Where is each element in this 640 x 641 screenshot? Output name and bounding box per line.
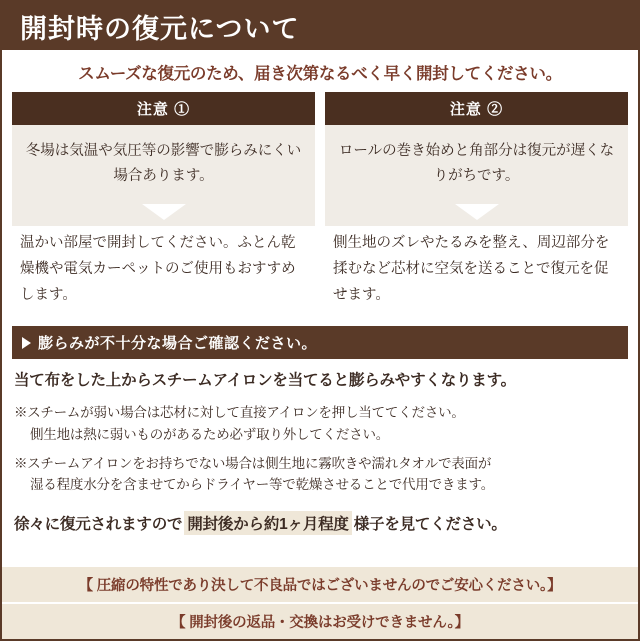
section-bar xyxy=(12,326,628,359)
footer-band-2: 【 開封後の返品・交換はお受けできません。】 xyxy=(2,602,638,639)
down-arrow-icon xyxy=(455,204,499,220)
section-note-1 xyxy=(14,402,626,446)
closing-after: 様子を見てください。 xyxy=(353,516,507,534)
section-note-1-line1: ※スチームが弱い場合は芯材に対して直接アイロンを押し当ててください。 xyxy=(14,404,465,420)
page-title: 開封時の復元について xyxy=(20,13,300,44)
notice-problem-1: 冬場は気温や気圧等の影響で膨らみにくい場合あります。 xyxy=(12,125,315,206)
arrow-container-1 xyxy=(12,206,315,226)
lead-text: スムーズな復元のため、届き次第なるべく早く開封してください。 xyxy=(78,65,562,83)
section-note-2-line2: 湿る程度水分を含ませてからドライヤー等で乾燥させることで代用できます。 xyxy=(30,477,495,493)
closing-line xyxy=(2,507,638,543)
arrow-container-2 xyxy=(325,206,628,226)
header xyxy=(2,2,638,50)
section-note-2 xyxy=(14,453,626,497)
down-arrow-icon xyxy=(142,204,186,220)
notice-heading-2: 注意 ② xyxy=(325,92,628,125)
section-body xyxy=(2,359,638,507)
spacer xyxy=(2,543,638,567)
section-bar-label: 膨らみが不十分な場合ご確認ください。 xyxy=(38,335,318,353)
section-note-2-line1: ※スチームアイロンをお持ちでない場合は側生地に霧吹きや濡れタオルで表面が xyxy=(14,455,492,471)
footer-band-1: 【 圧縮の特性であり決して不良品ではございませんのでご安心ください。】 xyxy=(2,567,638,602)
notice-problem-2: ロールの巻き始めと角部分は復元が遅くなりがちです。 xyxy=(325,125,628,206)
notice-heading-1: 注意 ① xyxy=(12,92,315,125)
closing-before: 徐々に復元されますので xyxy=(14,516,183,534)
closing-highlight: 開封後から約1ヶ月程度 xyxy=(184,511,351,535)
notice-columns xyxy=(2,92,638,316)
triangle-right-icon xyxy=(22,337,31,349)
notice-solution-1: 温かい部屋で開封してください。ふとん乾燥機や電気カーペットのご使用もおすすめします。 xyxy=(12,226,315,316)
section-lead: 当て布をした上からスチームアイロンを当てると膨らみやすくなります。 xyxy=(14,372,516,390)
section-note-1-line2: 側生地は熱に弱いものがあるため必ず取り外してください。 xyxy=(30,426,390,442)
notice-column-1 xyxy=(12,92,315,316)
notice-column-2 xyxy=(325,92,628,316)
notice-solution-2: 側生地のズレやたるみを整え、周辺部分を揉むなど芯材に空気を送ることで復元を促せます。 xyxy=(325,226,628,316)
